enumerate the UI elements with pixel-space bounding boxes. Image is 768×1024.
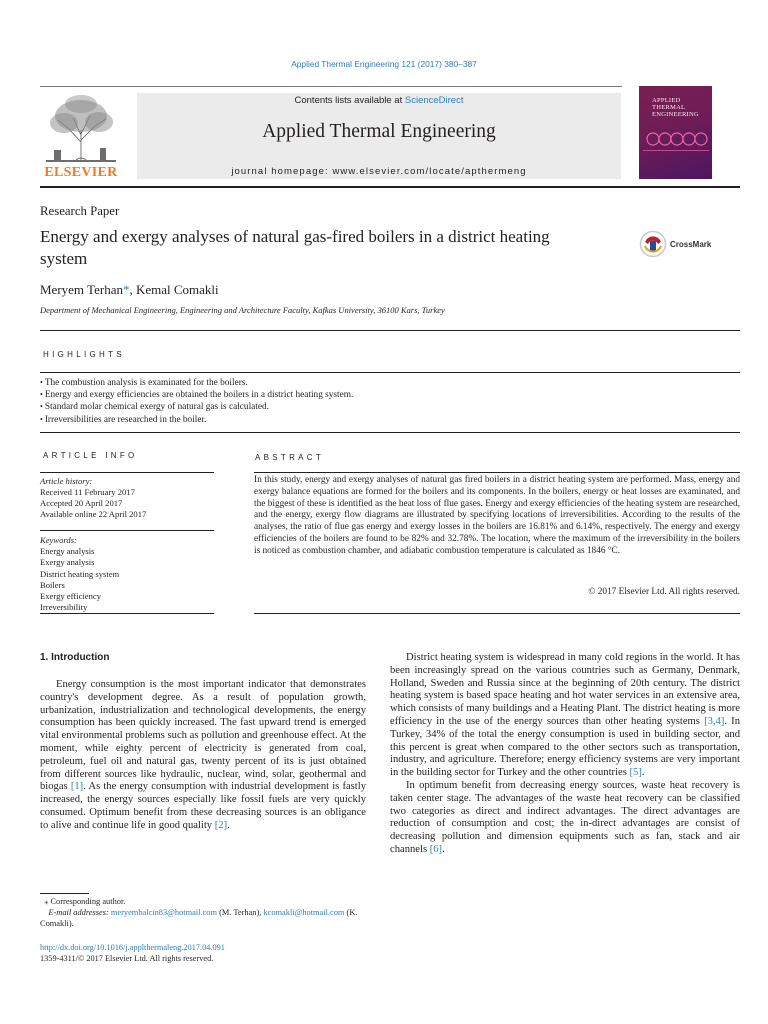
author-list	[40, 282, 219, 298]
section-rule	[40, 330, 740, 331]
journal-citation[interactable]: Applied Thermal Engineering 121 (2017) 380–387	[291, 59, 477, 69]
highlight-item: • Standard molar chemical exergy of natural gas is calculated.	[40, 401, 740, 413]
footnotes	[40, 896, 366, 929]
highlights-list	[40, 377, 740, 426]
journal-title: Applied Thermal Engineering	[262, 121, 496, 142]
highlights-heading: HIGHLIGHTS	[43, 350, 125, 359]
section-rule	[40, 372, 740, 373]
contents-prefix: Contents lists available at	[294, 95, 405, 106]
highlight-item: • Irreversibilities are researched in the boiler.	[40, 414, 740, 426]
journal-homepage[interactable]: journal homepage: www.elsevier.com/locate/apthermeng	[231, 166, 527, 177]
article-info-rule	[40, 472, 214, 473]
keyword: District heating system	[40, 568, 120, 579]
author-name: Meryem Terhan	[40, 282, 123, 297]
history-online: Available online 22 April 2017	[40, 509, 147, 519]
article-type: Research Paper	[40, 204, 120, 218]
section-rule	[40, 432, 740, 433]
journal-cover-thumbnail[interactable]	[639, 86, 712, 179]
email-link[interactable]: kcomakli@hotmail.com	[263, 908, 345, 917]
header-rule-bottom	[40, 186, 740, 188]
introduction-paragraph: Energy consumption is the most important indicator that demonstrates country's development degree. As a result of population growth, urbanization, industrialization and technological developments, the energy consumption has been quickly increased. The fast upward trend is emerged vital environmental problems such as pollution and greenhouse effect. At the moment, while eighty percent of electricity is generated from coal, petroleum, fuel oil and natural gas, twenty percent of its is just obtained from different sources like hydraulic, nuclear, wind, solar, geothermal and biogas [1]. As the energy consumption with industrial development is fastly increased, the energy sources especially like fossil fuels are very quickly consumed. Optimum benefit from these decreasing sources is an obligance to alive and continue life in good quality [2].	[40, 679, 366, 831]
sciencedirect-link[interactable]: ScienceDirect	[404, 95, 464, 106]
email-link[interactable]: meryembalcin83@hotmail.com	[110, 908, 217, 917]
keywords-block	[40, 535, 214, 613]
doi-link[interactable]: http://dx.doi.org/10.1016/j.applthermaleng.2017.04.091	[40, 943, 225, 952]
history-label: Article history:	[40, 476, 93, 486]
header-rule-top	[40, 86, 622, 87]
keyword: Energy analysis	[40, 546, 95, 557]
issn-copyright: 1359-4311/© 2017 Elsevier Ltd. All rights reserved.	[40, 954, 214, 963]
history-accepted: Accepted 20 April 2017	[40, 498, 123, 508]
reference-link[interactable]: [2]	[214, 819, 228, 831]
reference-link[interactable]: [6]	[429, 843, 443, 855]
cover-artwork	[643, 124, 709, 154]
author-affiliation: Department of Mechanical Engineering, Engineering and Architecture Faculty, Kafkas University, 36100 Kars, Turkey	[40, 305, 445, 315]
article-info-rule	[40, 530, 214, 531]
reference-link[interactable]: [5]	[629, 767, 642, 779]
footnote-rule	[40, 893, 89, 894]
article-title: Energy and exergy analyses of natural gas-fired boilers in a district heating system	[40, 227, 550, 268]
article-history	[40, 476, 214, 520]
introduction-paragraph: District heating system is widespread in many cold regions in the world. It has been increasingly spread on the various countries such as Germany, Denmark, Holland, Sweden and Russia since at the beginning of 20th century. The district heating system is based space heating and hot water services in an extensive area, which consists of many buildings and a Heating Plant. The district heating is more efficiency in the use of the energy sources than other heating systems [3,4]. In Turkey, 34% of the total the energy consumption is used in building sector, and this percent is great when compared to the other sectors such as transportation, industry, and agriculture. Therefore; energy efficiency systems are very important in the building sector for Turkey and the other countries [5].	[390, 652, 740, 779]
footnote-mark: ⁎	[44, 897, 49, 906]
introduction-paragraph: In optimum benefit from decreasing energy sources, waste heat recovery is taken center stage. The advantages of the waste heat recovery can be classified two categories as direct and indirect advantages. The direct advantages are reduction of consumption and cost; the in-direct advantages are consist of decreasing pollution and dimension equipments such as fan, stack and air channels [6].	[390, 779, 740, 855]
abstract-text: In this study, energy and exergy analyses of natural gas fired boilers in a district heating system are performed. Mass, energy and exergy balance equations are formed for the boilers and its components. In the boilers, energy or heat losses are examinated, and the biggest of these is identified as the heat loss of flue gases. Energy and exergy efficiencies of the heating system are researched, and the energy, exergy flow diagrams are illustrated by specifying locations of irreversibilities. According to the results of the analyses, the ratio of flue gas energy and exergy losses in the boilers are 16.81% and 6.14%, respectively. The energy and exergy efficiencies of the boilers are found to be 82% and 32.78%. The location, where the maximum of the irreversibility in the boilers is noticed as combustion chamber, and adiabatic combustion temperature is calculated as 1846 °C.	[254, 475, 740, 556]
introduction-right-column	[390, 652, 740, 857]
reference-link[interactable]: [3,4]	[704, 715, 725, 727]
keyword: Exergy analysis	[40, 557, 95, 568]
doi-block	[40, 942, 225, 964]
email-addresses: E-mail addresses: meryembalcin83@hotmail.com (M. Terhan), kcomakli@hotmail.com (K. Comakli).	[40, 908, 358, 928]
keywords-label: Keywords:	[40, 535, 77, 545]
history-received: Received 11 February 2017	[40, 487, 135, 497]
crossmark-label[interactable]: CrossMark	[670, 240, 712, 249]
abstract-heading: ABSTRACT	[255, 453, 325, 462]
author-separator: ,	[129, 282, 136, 297]
author-name: Kemal Comakli	[135, 282, 219, 297]
keyword: Exergy efficiency	[40, 591, 102, 602]
highlight-item: • The combustion analysis is examinated for the boilers.	[40, 377, 740, 389]
contents-availability	[137, 95, 621, 106]
abstract-rule	[254, 472, 740, 473]
cover-title: APPLIED THERMAL ENGINEERING	[652, 97, 699, 119]
introduction-heading: 1. Introduction	[40, 652, 110, 663]
article-info-heading: ARTICLE INFO	[43, 451, 138, 460]
abstract-rule	[254, 613, 740, 614]
corresponding-author-mark[interactable]: *	[122, 282, 130, 297]
article-info-rule	[40, 613, 214, 614]
abstract-copyright: © 2017 Elsevier Ltd. All rights reserved.	[588, 587, 740, 597]
highlight-item: • Energy and exergy efficiencies are obtained the boilers in a district heating system.	[40, 389, 740, 401]
elsevier-wordmark: ELSEVIER	[44, 165, 118, 180]
corresponding-author-note: ⁎ Corresponding author.	[44, 897, 126, 906]
keyword: Irreversibility	[40, 602, 88, 613]
keyword: Boilers	[40, 579, 65, 590]
reference-link[interactable]: [1]	[70, 781, 84, 793]
